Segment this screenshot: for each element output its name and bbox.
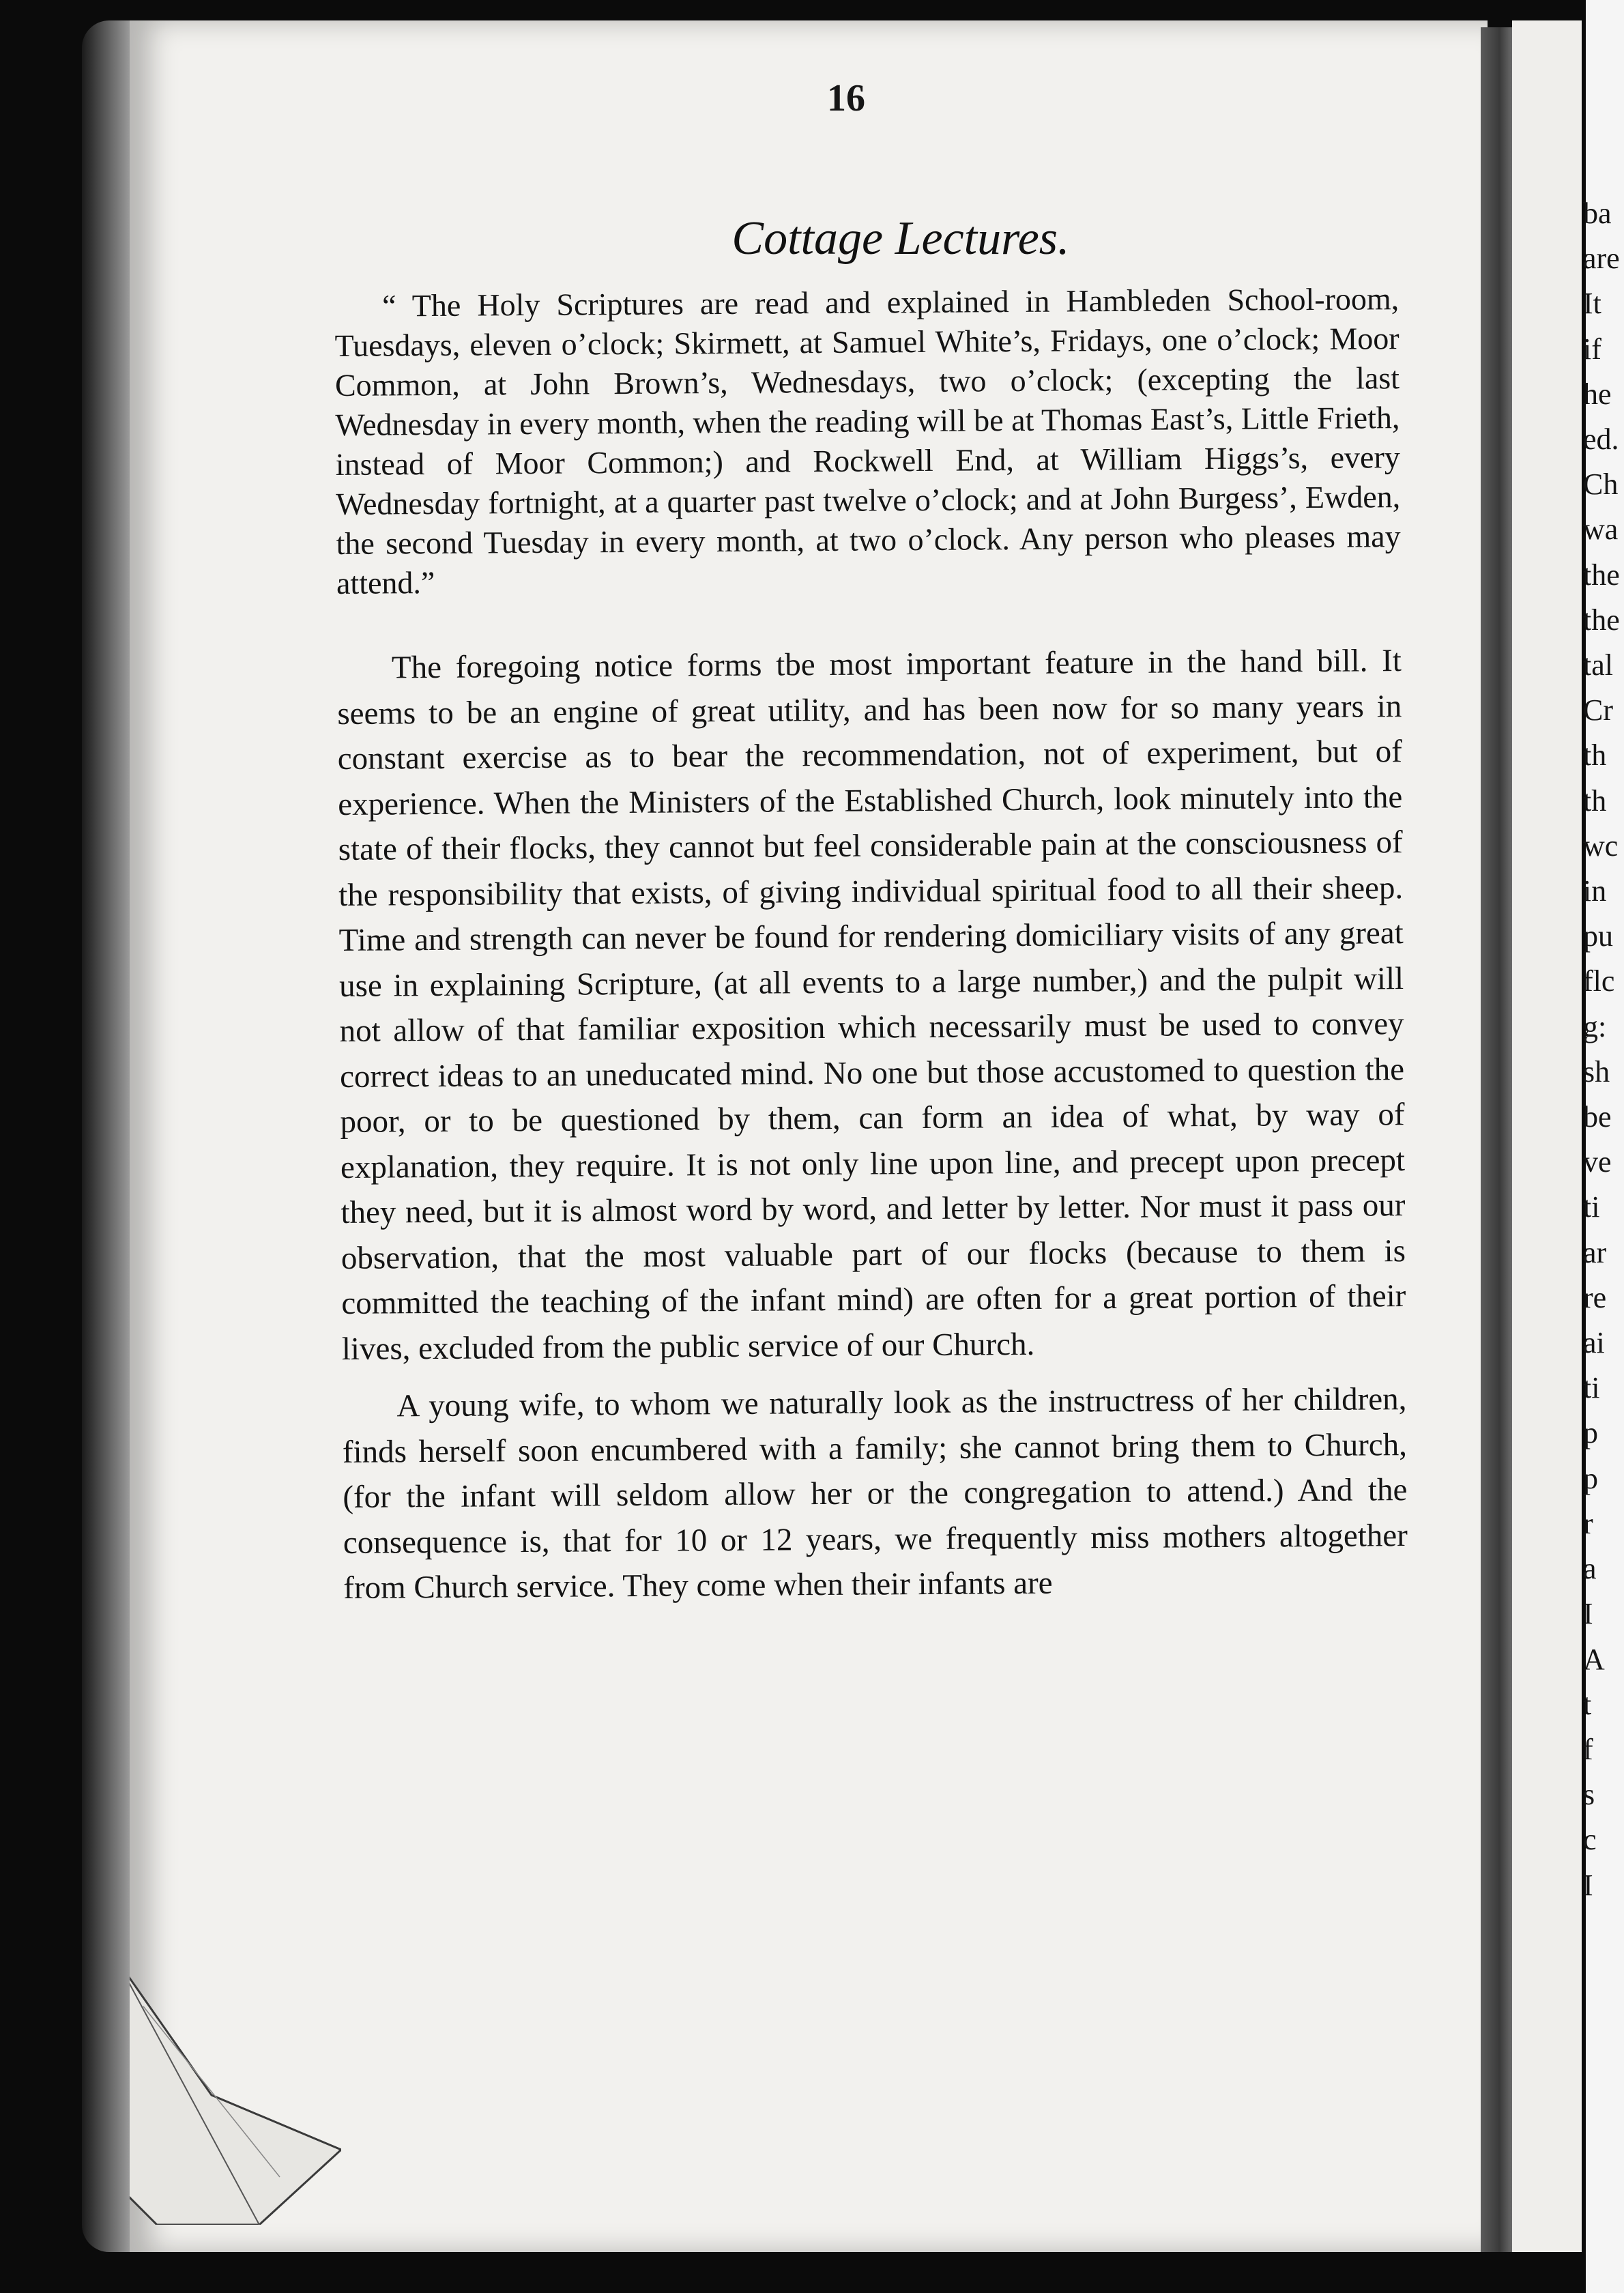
facing-page-fragment: he bbox=[1583, 377, 1612, 411]
facing-page-fragment: the bbox=[1583, 558, 1620, 592]
facing-page-fragment: wa bbox=[1583, 513, 1619, 547]
facing-page-fragment: re bbox=[1583, 1280, 1607, 1314]
facing-page-fragment: sh bbox=[1583, 1054, 1610, 1088]
facing-page-fragment: ed. bbox=[1583, 422, 1619, 457]
quoted-notice: “ The Holy Scriptures are read and explained in Hambleden School-room, Tuesdays, eleven o’clock; Skirmett, at Samuel White’s, Fridays, one o’clock; Moor Common, at John Brown’s, Wednesdays, two o’clock; (excepting the last Wednesday in every month, when the reading will be at Thomas East’s, Little Frieth, instead of Moor Common;) and Rockwell End, at William Higgs’s, every Wednesday fortnight, at a quarter past twelve o’clock; and at John Burgess’, Ewden, the second Tuesday in every month, at two o’clock. Any person who pleases may attend.” bbox=[334, 281, 1401, 601]
facing-page-fragment: Cr bbox=[1583, 693, 1613, 727]
facing-page-fragment: f bbox=[1583, 1732, 1593, 1766]
facing-page-fragment: ti bbox=[1583, 1371, 1600, 1405]
folded-corner bbox=[130, 1952, 341, 2225]
facing-page-fragment: I bbox=[1583, 1597, 1593, 1631]
facing-page-fragment: It bbox=[1583, 287, 1601, 321]
facing-page-fragment: ar bbox=[1583, 1235, 1607, 1269]
facing-page-fragment: g: bbox=[1583, 1009, 1607, 1043]
facing-page-fragments bbox=[1580, 191, 1624, 1908]
facing-page-fragment: ba bbox=[1583, 197, 1612, 230]
facing-page-fragment: ai bbox=[1583, 1326, 1605, 1360]
facing-page-fragment: A bbox=[1583, 1642, 1605, 1676]
facing-page-fragment: I bbox=[1583, 1868, 1593, 1902]
facing-page-fragment: p bbox=[1583, 1461, 1598, 1495]
facing-page-fragment: th bbox=[1583, 738, 1607, 773]
facing-page-fragment: the bbox=[1583, 603, 1620, 637]
facing-page-fragment: a bbox=[1583, 1552, 1597, 1586]
facing-page-fragment: be bbox=[1583, 1100, 1612, 1134]
facing-page-fragment: if bbox=[1583, 332, 1601, 366]
page-number: 16 bbox=[827, 77, 865, 119]
paragraph-2: A young wife, to whom we naturally look as the instructress of her children, finds herself soon encumbered with a family; she cannot bring them to Church, (for the infant will seldom allow her or the congregation to attend.) And the consequence is, that for 10 or 12 years, we frequently miss mothers altogether from Church service. They come when their infants are bbox=[342, 1381, 1408, 1606]
facing-page-fragment: ve bbox=[1583, 1145, 1612, 1179]
facing-page-fragment: ti bbox=[1583, 1190, 1600, 1224]
facing-page-fragment: s bbox=[1583, 1778, 1595, 1812]
facing-page-fragment: th bbox=[1583, 783, 1607, 818]
facing-page-fragment: r bbox=[1583, 1506, 1593, 1540]
paragraph-1: The foregoing notice forms tbe most important feature in the hand bill. It seems to be an engine of great utility, and has been now for so many years in constant exercise as to bear the recommendation, not of experiment, but of experience. When the Ministers of the Established Church, look minutely into the state of their flocks, they cannot but feel considerable pain at the consciousness of the responsibility that exists, of giving individual spiritual food to all their sheep. Time and strength can never be found for rendering domiciliary visits of any great use in explaining Scripture, (at all events to a large number,) and the pulpit will not allow of that familiar exposition which necessarily must be used to convey correct ideas to an uneducated mind. No one but those accustomed to question the poor, or to be questioned by them, can form an idea of what, by way of explanation, they require. It is not only line upon line, and precept upon precept they need, but it is almost word by word, and letter by letter. Nor must it pass our observation, that the most valuable part of our flocks (because to them is committed the teaching of the infant mind) are often for a great portion of their lives, excluded from the public service of our Church. bbox=[337, 643, 1406, 1367]
facing-page-fragment: in bbox=[1583, 874, 1607, 908]
facing-page-fragment: tal bbox=[1583, 648, 1613, 682]
facing-page-fragment: wc bbox=[1583, 828, 1619, 863]
facing-page-fragment: pu bbox=[1583, 919, 1613, 953]
facing-page-fragment: flc bbox=[1583, 964, 1615, 998]
facing-page-fragment: t bbox=[1583, 1687, 1592, 1721]
page-body bbox=[334, 279, 1408, 1630]
page-gutter bbox=[1481, 27, 1512, 2252]
facing-page-fragment: c bbox=[1583, 1823, 1597, 1857]
facing-page-fragment: Ch bbox=[1583, 467, 1619, 502]
section-title: Cottage Lectures. bbox=[731, 212, 1070, 265]
facing-page-fragment: p bbox=[1583, 1416, 1598, 1450]
facing-page-fragment: are bbox=[1583, 242, 1620, 276]
